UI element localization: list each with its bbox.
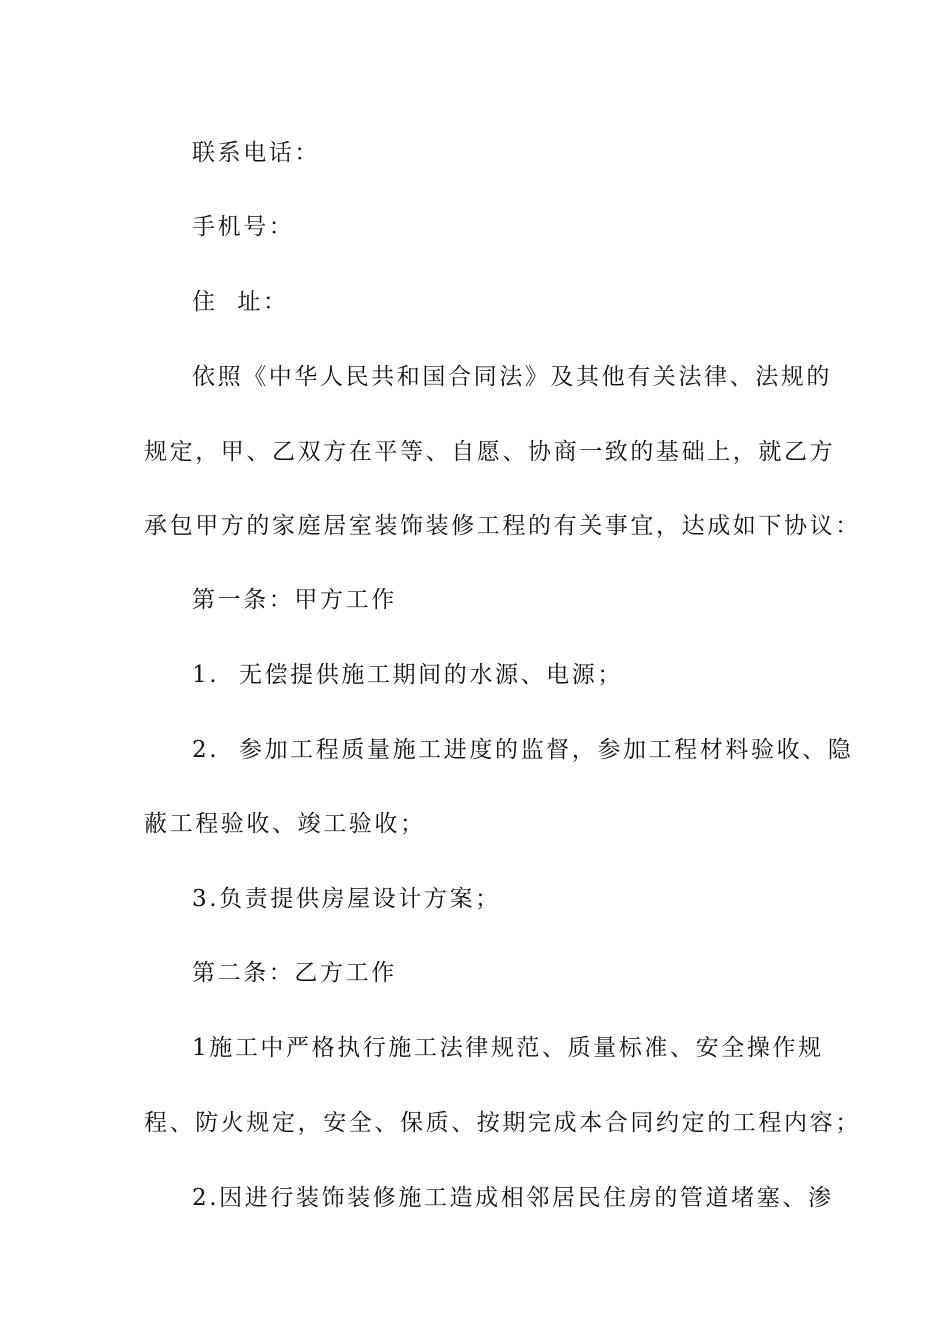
list-item: 2.因进行装饰装修施工造成相邻居民住房的管道堵塞、渗 [192,1185,834,1211]
article-1-heading: 第一条：甲方工作 [192,587,397,613]
list-item: 1施工中严格执行施工法律规范、质量标准、安全操作规 [192,1035,824,1061]
mobile-number-label: 手机号： [192,214,295,240]
paragraph-line: 依照《中华人民共和国合同法》及其他有关法律、法规的 [192,364,832,390]
list-item-continuation: 蔽工程验收、竣工验收； [144,811,426,837]
paragraph-line: 规定，甲、乙双方在平等、自愿、协商一致的基础上，就乙方 [144,439,836,465]
list-item: 3.负责提供房屋设计方案； [192,886,501,912]
paragraph-line: 承包甲方的家庭居室装饰装修工程的有关事宜，达成如下协议： [144,513,861,539]
article-2-heading: 第二条：乙方工作 [192,960,397,986]
contact-phone-label: 联系电话： [192,140,320,166]
address-label: 住 址： [192,289,289,315]
list-item-continuation: 程、防火规定，安全、保质、按期完成本合同约定的工程内容； [144,1110,861,1136]
list-item: 1. 无偿提供施工期间的水源、电源； [192,662,623,688]
list-item: 2. 参加工程质量施工进度的监督，参加工程材料验收、隐 [192,737,854,763]
